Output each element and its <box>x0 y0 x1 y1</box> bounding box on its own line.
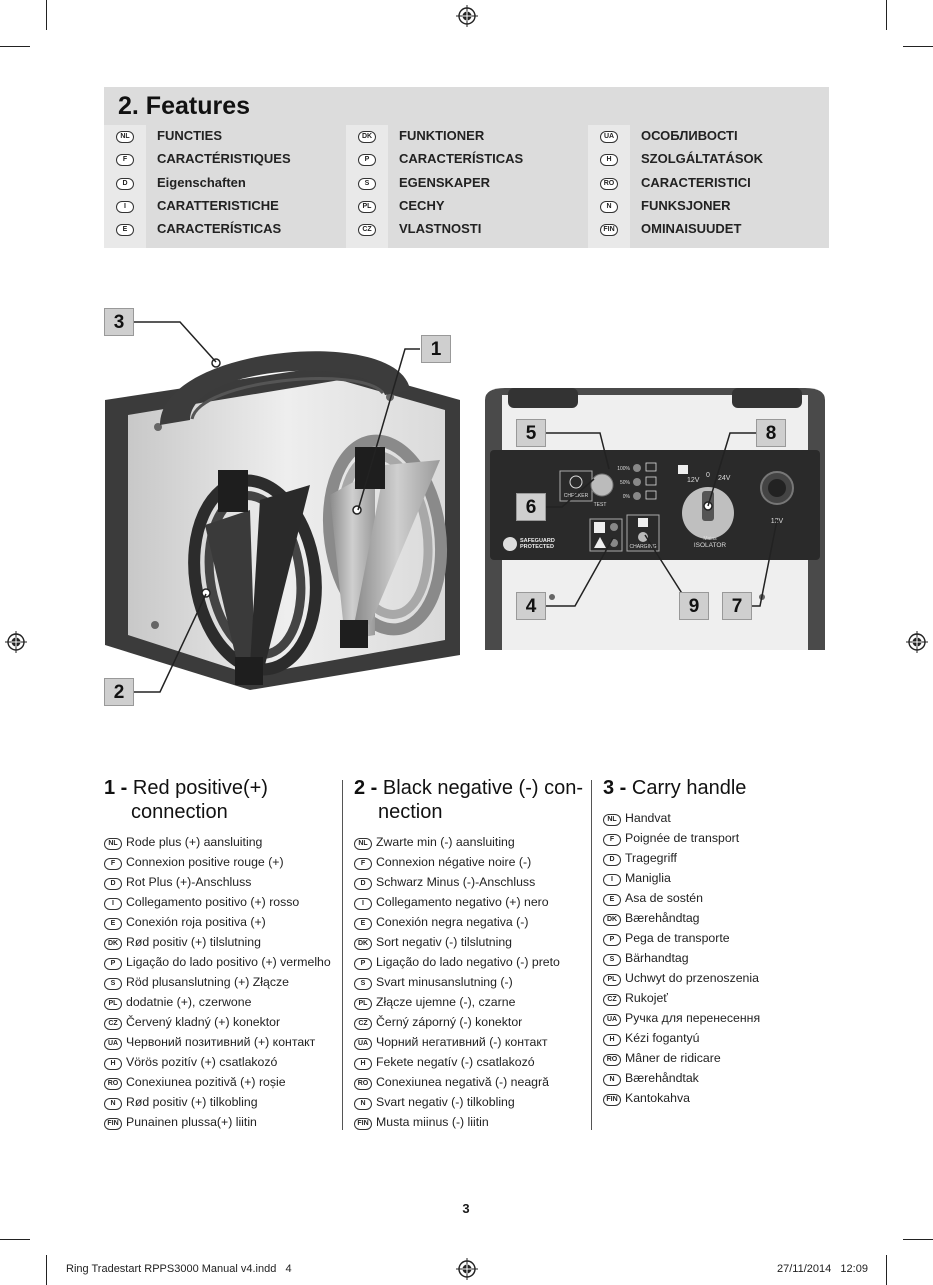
list-item: D Tragegriff <box>603 848 843 868</box>
charge-0-label: 0% <box>622 494 630 500</box>
safeguard-label: SAFEGUARD <box>520 538 555 544</box>
list-item: RO Conexiunea pozitivă (+) roșie <box>104 1072 344 1092</box>
feature-label: FUNKSJONER <box>641 198 731 213</box>
language-code-badge: DK <box>358 131 376 143</box>
list-item: PL dodatnie (+), czerwone <box>104 992 344 1012</box>
registration-mark-icon <box>456 1258 478 1280</box>
feature-label: ОСОБЛИВОСТІ <box>641 128 738 143</box>
language-code-badge: PL <box>358 201 376 213</box>
list-item: PL Złącze ujemne (-), czarne <box>354 992 594 1012</box>
test-label: TEST <box>593 502 607 508</box>
isolator-mains-label: Mains <box>703 536 717 542</box>
callout-number: 2 <box>104 678 134 706</box>
list-item: RO Conexiunea negativă (-) neagră <box>354 1072 594 1092</box>
isolator-0-label: 0 <box>706 472 710 479</box>
list-item: E Conexión roja positiva (+) <box>104 912 344 932</box>
feature-label: EGENSKAPER <box>399 175 491 190</box>
feature-label: FUNCTIES <box>157 128 222 143</box>
feature-label: FUNKTIONER <box>399 128 485 143</box>
list-item: H Kézi fogantyú <box>603 1028 843 1048</box>
language-code-badge: F <box>116 154 134 166</box>
charging-label: CHARGING <box>629 544 657 550</box>
feature-label: CECHY <box>399 198 445 213</box>
feature-label: VLASTNOSTI <box>399 221 482 236</box>
list-item: I Collegamento positivo (+) rosso <box>104 892 344 912</box>
language-code-badge: RO <box>600 178 618 190</box>
list-item: UA Ручка для перенесення <box>603 1008 843 1028</box>
list-item: UA Чорний негативний (-) контакт <box>354 1032 594 1052</box>
list-item: FIN Musta miinus (-) liitin <box>354 1112 594 1132</box>
translation-list <box>603 808 843 1108</box>
section-heading: 3 - Carry handle <box>603 777 747 799</box>
callout-number: 8 <box>756 419 786 447</box>
footer-file-name: Ring Tradestart RPPS3000 Manual v4.indd 4 <box>66 1263 292 1275</box>
language-code-badge: H <box>600 154 618 166</box>
list-item: F Poignée de transport <box>603 828 843 848</box>
list-item: S Röd plusanslutning (+) Złącze <box>104 972 344 992</box>
translation-list <box>104 832 344 1132</box>
page-number: 3 <box>462 1201 470 1216</box>
list-item: E Conexión negra negativa (-) <box>354 912 594 932</box>
list-item: NL Rode plus (+) aansluiting <box>104 832 344 852</box>
language-code-badge: P <box>358 154 376 166</box>
features-title: 2. Features <box>118 92 251 120</box>
list-item: F Connexion négative noire (-) <box>354 852 594 872</box>
list-item: N Bærehåndtak <box>603 1068 843 1088</box>
list-item: H Vörös pozitív (+) csatlakozó <box>104 1052 344 1072</box>
feature-label: OMINAISUUDET <box>641 221 742 236</box>
feature-label: CARATTERISTICHE <box>157 198 279 213</box>
callout-number: 3 <box>104 308 134 336</box>
list-item: F Connexion positive rouge (+) <box>104 852 344 872</box>
list-item: I Collegamento negativo (+) nero <box>354 892 594 912</box>
callout-number: 7 <box>722 592 752 620</box>
isolator-24v-label: 24V <box>718 475 731 482</box>
callout-number: 1 <box>421 335 451 363</box>
section-carry-handle <box>603 776 843 1108</box>
footer-date: 27/11/2014 12:09 <box>777 1263 868 1275</box>
list-item: RO Mâner de ridicare <box>603 1048 843 1068</box>
list-item: UA Червоний позитивний (+) контакт <box>104 1032 344 1052</box>
list-item: D Rot Plus (+)-Anschluss <box>104 872 344 892</box>
language-code-badge: NL <box>116 131 134 143</box>
list-item: D Schwarz Minus (-)-Anschluss <box>354 872 594 892</box>
feature-label: CARACTERISTICI <box>641 175 751 190</box>
list-item: NL Handvat <box>603 808 843 828</box>
callout-number: 6 <box>516 493 546 521</box>
callout-number: 9 <box>679 592 709 620</box>
feature-label: CARACTERÍSTICAS <box>399 151 524 166</box>
list-item: P Ligação do lado positivo (+) vermelho <box>104 952 344 972</box>
list-item: S Bärhandtag <box>603 948 843 968</box>
language-code-badge: S <box>358 178 376 190</box>
section-black-negative <box>354 776 594 1132</box>
list-item: FIN Punainen plussa(+) liitin <box>104 1112 344 1132</box>
checker-label: CHECKER <box>563 493 589 499</box>
callout-number: 4 <box>516 592 546 620</box>
crop-mark <box>886 1255 887 1285</box>
list-item: DK Bærehåndtag <box>603 908 843 928</box>
isolator-label: ISOLATOR <box>693 542 727 549</box>
language-code-badge: E <box>116 224 134 236</box>
feature-label: CARACTÉRISTIQUES <box>157 151 291 166</box>
list-item: I Maniglia <box>603 868 843 888</box>
list-item: S Svart minusanslutning (-) <box>354 972 594 992</box>
list-item: E Asa de sostén <box>603 888 843 908</box>
feature-label: SZOLGÁLTATÁSOK <box>641 151 764 166</box>
section-heading: 1 - Red positive(+) connection <box>104 777 268 823</box>
socket-12v-label: 12V <box>770 518 784 525</box>
list-item: CZ Červený kladný (+) konektor <box>104 1012 344 1032</box>
language-code-badge: N <box>600 201 618 213</box>
crop-mark <box>46 1255 47 1285</box>
list-item: DK Rød positiv (+) tilslutning <box>104 932 344 952</box>
translation-list <box>354 832 594 1132</box>
list-item: P Pega de transporte <box>603 928 843 948</box>
isolator-12v-label: 12V <box>687 477 700 484</box>
language-code-badge: FIN <box>600 224 618 236</box>
language-code-badge: D <box>116 178 134 190</box>
list-item: CZ Černý záporný (-) konektor <box>354 1012 594 1032</box>
crop-mark <box>903 1239 933 1240</box>
list-item: N Svart negativ (-) tilkobling <box>354 1092 594 1112</box>
protected-label: PROTECTED <box>520 544 554 550</box>
list-item: P Ligação do lado negativo (-) preto <box>354 952 594 972</box>
list-item: NL Zwarte min (-) aansluiting <box>354 832 594 852</box>
crop-mark <box>0 1239 30 1240</box>
list-item: DK Sort negativ (-) tilslutning <box>354 932 594 952</box>
list-item: PL Uchwyt do przenoszenia <box>603 968 843 988</box>
list-item: FIN Kantokahva <box>603 1088 843 1108</box>
charge-50-label: 50% <box>619 480 630 486</box>
language-code-badge: CZ <box>358 224 376 236</box>
feature-label: CARACTERÍSTICAS <box>157 221 282 236</box>
section-heading: 2 - Black negative (-) con- nection <box>354 777 583 823</box>
list-item: CZ Rukojeť <box>603 988 843 1008</box>
language-code-badge: UA <box>600 131 618 143</box>
language-code-badge: I <box>116 201 134 213</box>
list-item: N Rød positiv (+) tilkobling <box>104 1092 344 1112</box>
section-red-positive <box>104 776 344 1132</box>
list-item: H Fekete negatív (-) csatlakozó <box>354 1052 594 1072</box>
charge-100-label: 100% <box>617 466 630 472</box>
feature-label: Eigenschaften <box>157 175 246 190</box>
callout-number: 5 <box>516 419 546 447</box>
